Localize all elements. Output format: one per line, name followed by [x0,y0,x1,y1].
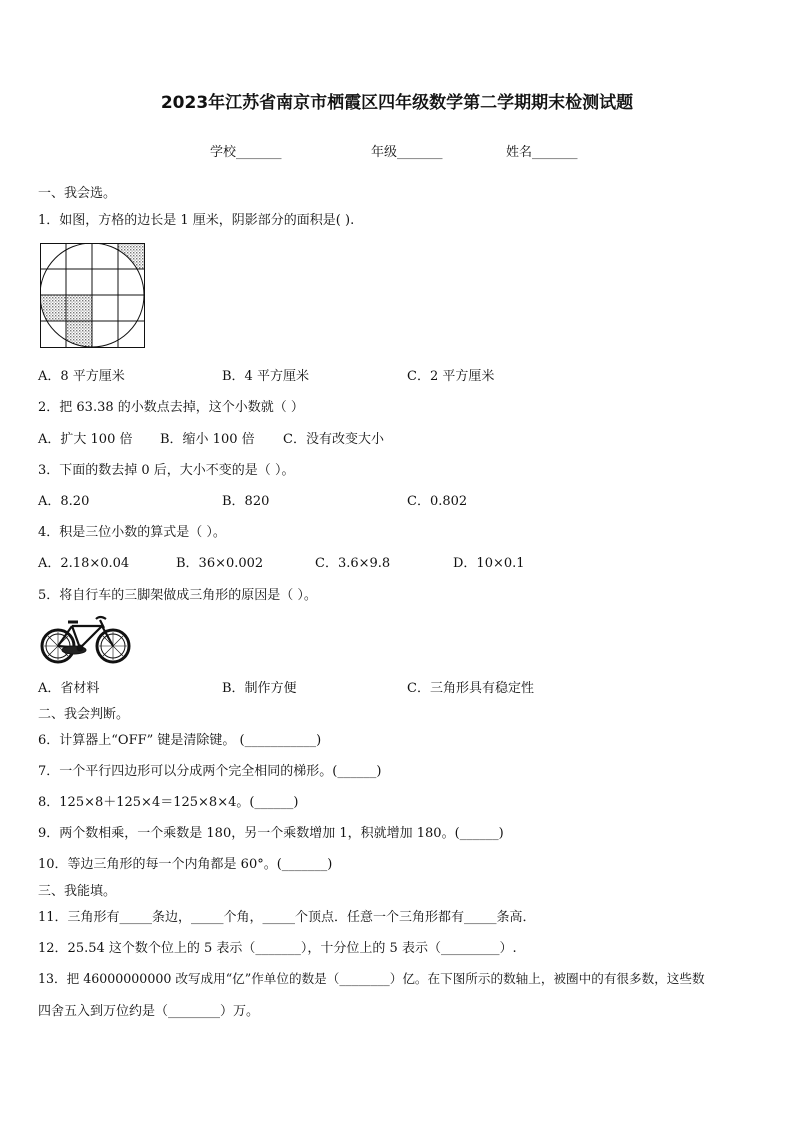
section-heading-2: 二、我会判断。 [38,707,130,722]
q2-option-b: B．缩小 100 倍 [160,432,255,447]
q5-option-b: B．制作方便 [222,681,297,696]
q1-option-c: C．2 平方厘米 [407,369,495,384]
question-9: 9．两个数相乘，一个乘数是 180，另一个乘数增加 1，积就增加 180。(______) [38,826,504,841]
page-title: 2023年江苏省南京市栖霞区四年级数学第二学期期末检测试题 [160,93,634,113]
question-12: 12．25.54 这个数个位上的 5 表示（_______），十分位上的 5 表示（_________）. [38,941,517,956]
q2-option-a: A．扩大 100 倍 [38,432,133,447]
question-1: 1．如图，方格的边长是 1 厘米，阴影部分的面积是( ). [38,213,355,228]
q5-option-a: A．省材料 [38,681,100,696]
question-3: 3．下面的数去掉 0 后，大小不变的是（ ）。 [38,463,295,478]
q3-option-c: C．0.802 [407,494,468,509]
q4-option-d: D．10×0.1 [453,556,525,571]
section-heading-3: 三、我能填。 [38,884,117,899]
q4-option-b: B．36×0.002 [176,556,264,571]
q3-option-a: A．8.20 [38,494,90,509]
question-13-line-2: 四舍五入到万位约是（________）万。 [38,1004,260,1019]
grid-circle-figure [40,243,148,349]
q1-option-b: B．4 平方厘米 [222,369,309,384]
grade-field: 年级_______ [371,145,443,160]
question-8: 8．125×8＋125×4＝125×8×4。(______) [38,795,299,810]
question-2: 2．把 63.38 的小数点去掉，这个小数就（ ） [38,400,304,415]
bicycle-figure [40,610,132,666]
q2-option-c: C．没有改变大小 [283,432,384,447]
question-6: 6．计算器上“OFF” 键是清除键。 (___________) [38,733,322,748]
question-5: 5．将自行车的三脚架做成三角形的原因是（ ）。 [38,588,317,603]
section-heading-1: 一、我会选。 [38,186,117,201]
q1-option-a: A．8 平方厘米 [38,369,125,384]
question-7: 7．一个平行四边形可以分成两个完全相同的梯形。(______) [38,764,382,779]
q4-option-a: A．2.18×0.04 [38,556,130,571]
q3-option-b: B．820 [222,494,270,509]
q4-option-c: C．3.6×9.8 [315,556,391,571]
question-11: 11．三角形有_____条边，_____个角，_____个顶点．任意一个三角形都有_____条高． [38,910,536,925]
question-13-line-1: 13．把 46000000000 改写成用“亿”作单位的数是（________）亿。在下图所示的数轴上，被圈中的有很多数，这些数 [38,971,705,986]
question-4: 4．积是三位小数的算式是（ ）。 [38,525,226,540]
q5-option-c: C．三角形具有稳定性 [407,681,534,696]
school-field: 学校_______ [210,145,282,160]
question-10: 10．等边三角形的每一个内角都是 60°。(_______) [38,857,333,872]
name-field: 姓名_______ [506,145,578,160]
